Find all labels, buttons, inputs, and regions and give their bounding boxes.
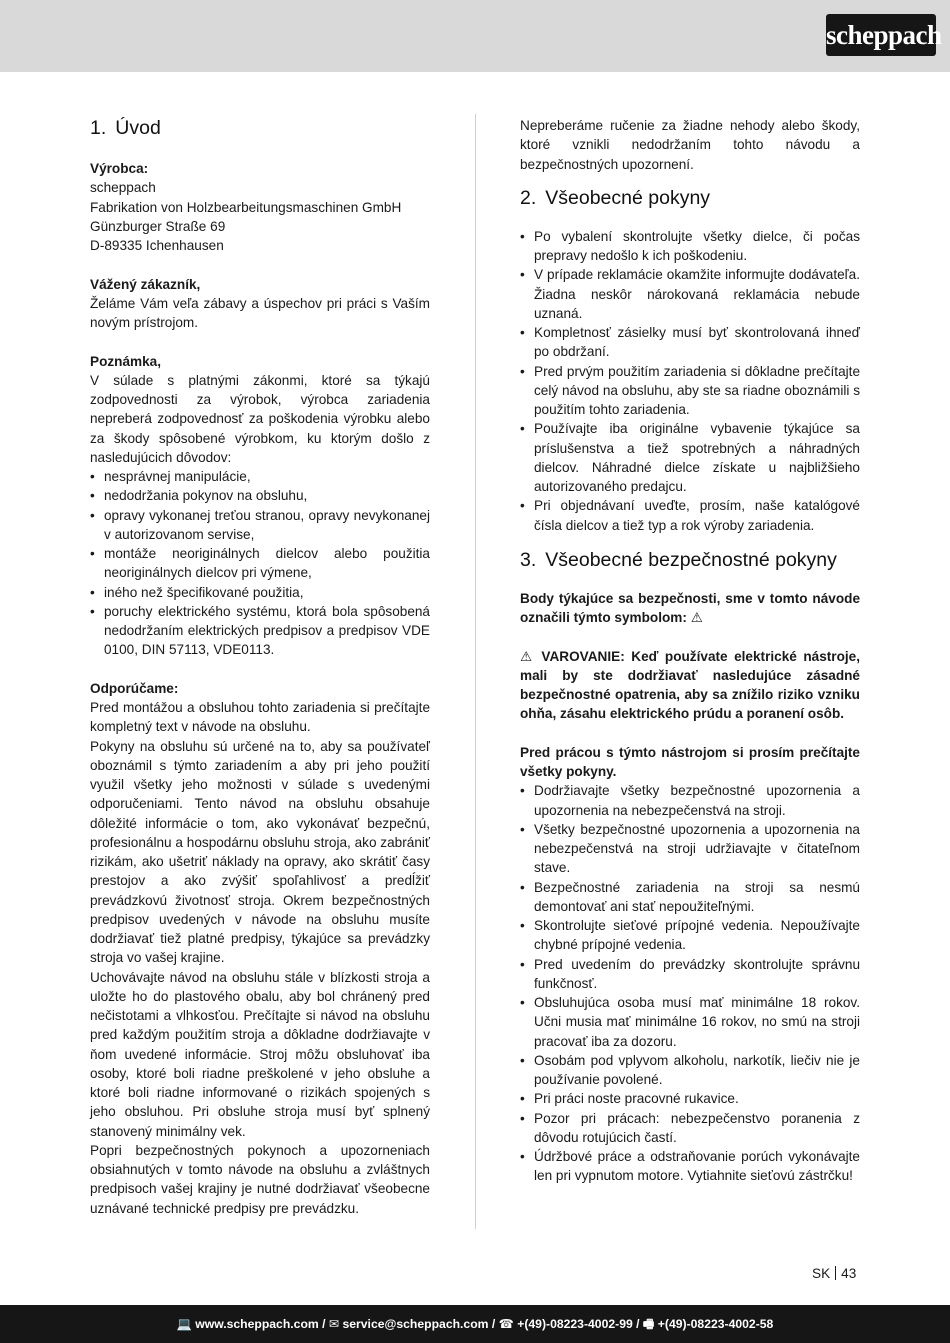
list-item: • Pred prvým použitím zariadenia si dôkladne prečítajte celý návod na obsluhu, aby ste sa riadne oboznámili s použitím tohto zariadenia.	[520, 362, 860, 420]
section-number: 1.	[90, 117, 107, 139]
list-item: • Skontrolujte sieťové prípojné vedenia. Nepoužívajte chybné prípojné vedenia.	[520, 916, 860, 955]
recommend-paragraph: Uchovávajte návod na obsluhu stále v blízkosti stroja a uložte ho do plastového obalu, aby bol chránený pred nečistotami a vlhkosťou. Prečítajte si návod na obsluhu pred každým použitím stroja a dôkladne dodržiavajte v ňom uvedené informácie. Stroj môžu obsluhovať iba osoby, ktoré boli riadne preškolené v jeho obsluhe a ktoré boli riadne informované o rizikách spojených s jeho obsluhou. Pri obsluhe stroja musí byť splnený stanovený minimálny vek.	[90, 969, 430, 1139]
list-item: • Údržbové práce a odstraňovanie porúch vykonávajte len pri vypnutom motore. Vytiahnite sieťovú zástrčku!	[520, 1147, 860, 1186]
section-2-heading	[520, 186, 860, 210]
section-title: Všeobecné pokyny	[545, 186, 711, 209]
before-work-text: Pred prácou s týmto nástrojom si prosím prečítajte všetky pokyny.	[520, 744, 860, 779]
note-label: Poznámka,	[90, 353, 162, 369]
recommend-paragraph: Pokyny na obsluhu sú určené na to, aby sa používateľ oboznámil s týmto zariadením a aby pri jeho použití využil všetky jeho možnosti v súlade s uvedenými odporučeniami. Tento návod na obsluhu obsahuje dôležité informácie o tom, ako vykonávať bezpečnú, profesionálnu a hospodárnu obsluhu stroja, ako zabrániť rizikám, ako ušetriť náklady na opravy, ako skrátiť časy prestojov a ako zvýšiť spoľahlivosť a predĺžiť prevádzkovú životnosť stroja. Okrem bezpečnostných predpisov uvedených v návode na obsluhu musíte dodržiavať tiež platné predpisy, týkajúce sa prevádzky stroja vo vašej krajine.	[90, 738, 430, 966]
note-list	[90, 467, 430, 660]
liability-text: Nepreberáme ručenie za žiadne nehody alebo škody, ktoré vznikli nedodržaním tohto návodu a bezpečnostných upozornení.	[520, 118, 860, 172]
safety-instructions-list	[520, 781, 860, 1185]
section-3-heading	[520, 548, 860, 572]
list-item: • Osobám pod vplyvom alkoholu, narkotík, liečiv nie je používanie povolené.	[520, 1051, 860, 1090]
customer-text: Želáme Vám veľa zábavy a úspechov pri práci s Vaším novým prístrojom.	[90, 295, 430, 330]
column-divider	[475, 114, 476, 1229]
right-column	[520, 116, 860, 1186]
list-item: • Pred uvedením do prevádzky skontrolujte správnu funkčnosť.	[520, 955, 860, 994]
list-item: • opravy vykonanej treťou stranou, opravy nevykonanej v autorizovanom servise,	[90, 506, 430, 545]
note-text: V súlade s platnými zákonmi, ktoré sa týkajú zodpovednosti za výrobok, výrobca zariadenia nepreberá zodpovednosť za poškodenia výrobku alebo za škody spôsobené výrobkom, ku ktorým došlo z nasledujúcich dôvodov:	[90, 372, 430, 465]
section-1-heading	[90, 116, 430, 140]
recommend-label: Odporúčame:	[90, 680, 179, 696]
page-separator	[835, 1266, 836, 1280]
customer-label: Vážený zákazník,	[90, 276, 201, 292]
section-title: Všeobecné bezpečnostné pokyny	[545, 548, 837, 571]
list-item: • V prípade reklamácie okamžite informujte dodávateľa. Žiadna neskôr nárokovaná reklamácia nebude uznaná.	[520, 265, 860, 323]
scheppach-logo: scheppach	[826, 14, 936, 56]
list-item: • poruchy elektrického systému, ktorá bola spôsobená nedodržaním elektrických predpisov a predpisov VDE 0100, DIN 57113, VDE0113.	[90, 602, 430, 660]
list-item: • Bezpečnostné zariadenia na stroji sa nesmú demontovať ani stať nepoužiteľnými.	[520, 878, 860, 917]
list-item: • iného než špecifikované použitia,	[90, 583, 430, 602]
list-item: • Obsluhujúca osoba musí mať minimálne 18 rokov. Učni musia mať minimálne 16 rokov, no smú na stroji pracovať iba za dozoru.	[520, 993, 860, 1051]
manufacturer-line: Fabrikation von Holzbearbeitungsmaschinen GmbH	[90, 199, 402, 215]
list-item: • nesprávnej manipulácie,	[90, 467, 430, 486]
list-item: • Pri práci noste pracovné rukavice.	[520, 1089, 860, 1108]
list-item: • Po vybalení skontrolujte všetky dielce, či počas prepravy nedošlo k ich poškodeniu.	[520, 227, 860, 266]
language-code: SK	[812, 1266, 831, 1281]
list-item: • Používajte iba originálne vybavenie týkajúce sa príslušenstva a tiež spotrebných a náhradných dielcov. Náhradné dielce získate u najbližšieho autorizovaného predajcu.	[520, 419, 860, 496]
manufacturer-line: scheppach	[90, 180, 156, 196]
page-num: 43	[841, 1266, 857, 1281]
section-number: 3.	[520, 548, 537, 571]
section-number: 2.	[520, 186, 537, 209]
safety-symbol-text: Body týkajúce sa bezpečnosti, sme v tomto návode označili týmto symbolom: ⚠	[520, 590, 860, 625]
list-item: • Pozor pri prácach: nebezpečenstvo poranenia z dôvodu rotujúcich častí.	[520, 1109, 860, 1148]
recommend-paragraph: Pred montážou a obsluhou tohto zariadenia si prečítajte kompletný text v návode na obsluhu.	[90, 700, 430, 735]
manufacturer-line: Günzburger Straße 69	[90, 218, 226, 234]
list-item: • Všetky bezpečnostné upozornenia a upozornenia na nebezpečenstvá na stroji udržiavajte v čitateľnom stave.	[520, 820, 860, 878]
warning-text: ⚠ VAROVANIE: Keď používate elektrické nástroje, mali by ste dodržiavať nasledujúce zásadné bezpečnostné opatrenia, aby sa znížilo riziko vzniku ohňa, zásahu elektrického prúdu a poranení osôb.	[520, 648, 860, 722]
manufacturer-line: D-89335 Ichenhausen	[90, 238, 224, 253]
list-item: • Dodržiavajte všetky bezpečnostné upozornenia a upozornenia na nebezpečenstvá na stroji.	[520, 781, 860, 820]
list-item: • montáže neoriginálnych dielcov alebo použitia neoriginálnych dielcov pri výmene,	[90, 544, 430, 583]
manufacturer-label: Výrobca:	[90, 161, 149, 176]
header-band	[0, 0, 950, 72]
section-title: Úvod	[115, 117, 161, 139]
list-item: • Kompletnosť zásielky musí byť skontrolovaná ihneď po obdržaní.	[520, 323, 860, 362]
list-item: • nedodržania pokynov na obsluhu,	[90, 486, 430, 505]
page-number	[812, 1264, 856, 1283]
list-item: • Pri objednávaní uveďte, prosím, naše katalógové čísla dielcov a tiež typ a rok výroby zariadenia.	[520, 496, 860, 535]
left-column	[90, 116, 430, 1218]
general-instructions-list	[520, 227, 860, 535]
contact-footer: 💻 www.scheppach.com / ✉ service@scheppach.com / ☎ +(49)-08223-4002-99 / 🖷 +(49)-08223-4002-58	[0, 1305, 950, 1343]
recommend-paragraph: Popri bezpečnostných pokynoch a upozorneniach obsiahnutých v tomto návode na obsluhu a zvláštnych predpisoch vašej krajiny je nutné dodržiavať všeobecne uznávané technické predpisy pre prevádzku.	[90, 1142, 430, 1216]
